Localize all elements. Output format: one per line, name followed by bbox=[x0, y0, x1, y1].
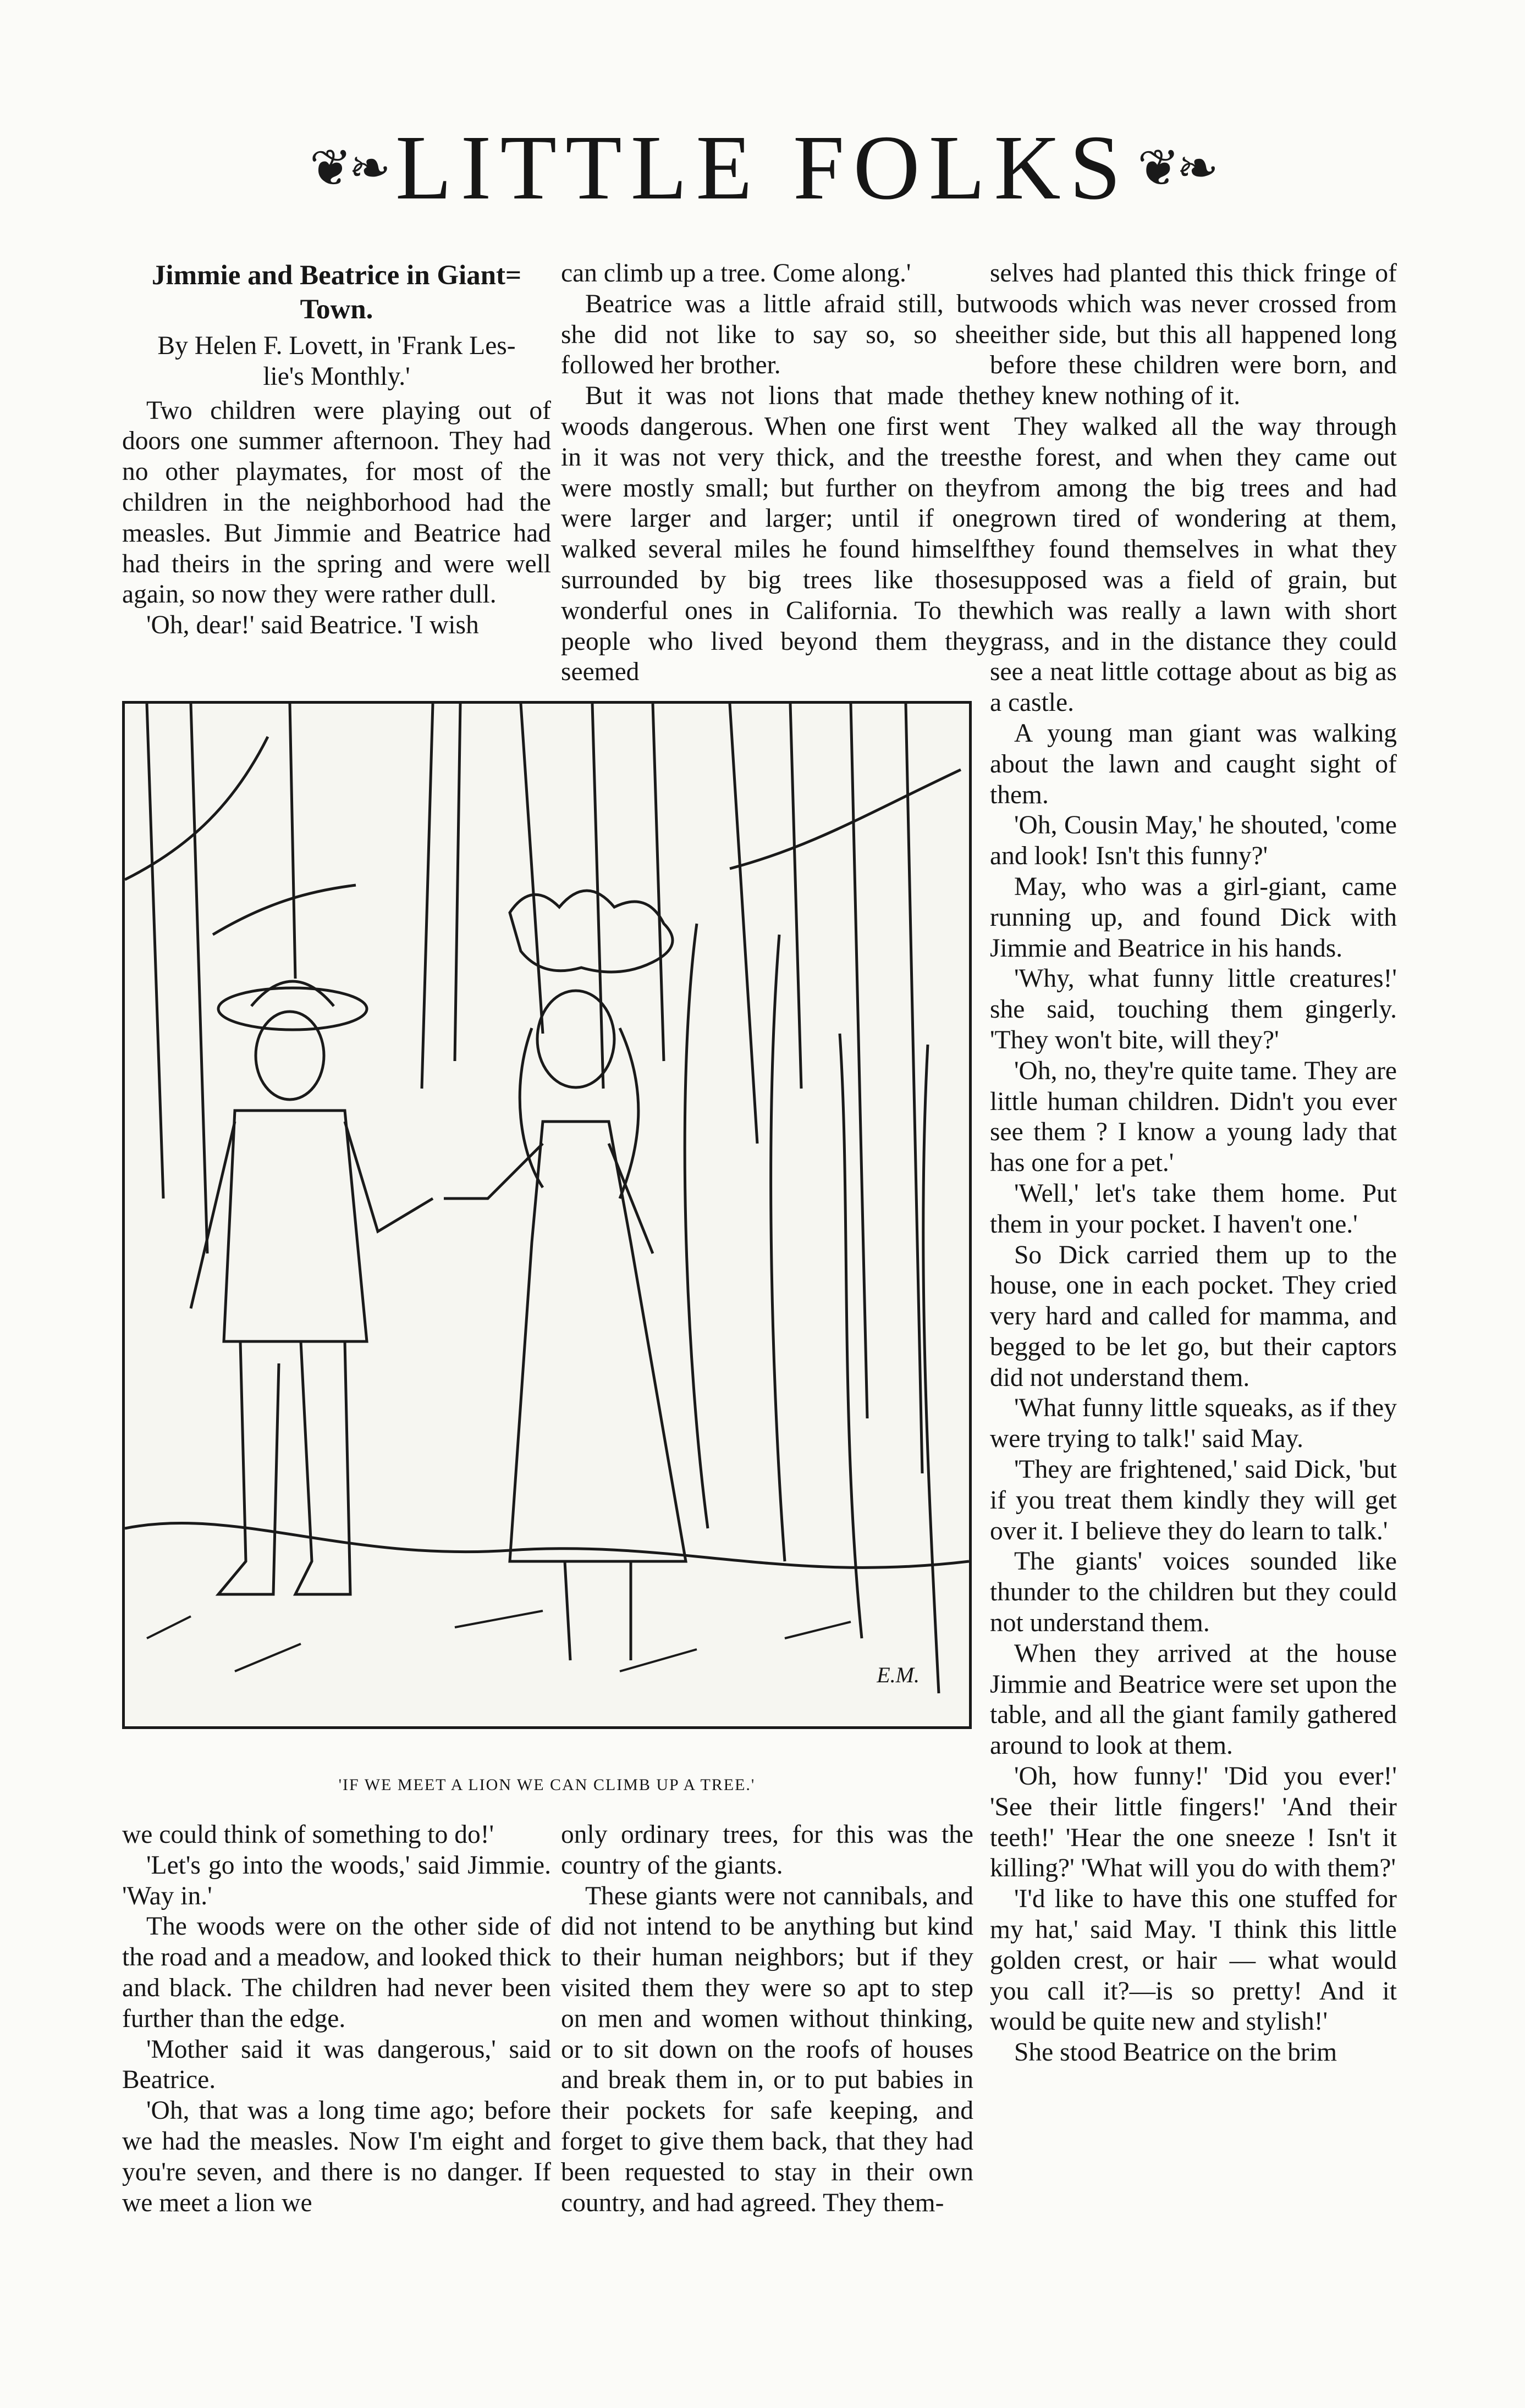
paragraph: 'Let's go into the woods,' said Jimmie. 'Way in.' bbox=[122, 1851, 551, 1910]
paragraph: These giants were not cannibals, and did not intend to be anything but kind to their human neighbors; but if they visited them they were so apt to step on men and women without thinking, or to sit down on the roofs of houses and break them in, or to put babies in their pockets for safe keeping, and forget to give them back, that they had been requested to stay in their own country, and had agreed. They them- bbox=[561, 1881, 973, 2217]
byline-line-2: lie's Monthly.' bbox=[263, 362, 410, 391]
column-3 bbox=[990, 258, 1397, 2068]
paragraph: 'Oh, Cousin May,' he shouted, 'come and look! Isn't this funny?' bbox=[990, 811, 1397, 871]
paragraph: selves had planted this thick fringe of woods which was never crossed from either side, but this all happened long before these children were born, and they knew nothing of it. bbox=[990, 259, 1397, 411]
column-2-top bbox=[561, 258, 990, 688]
byline-line-1: By Helen F. Lovett, in 'Frank Les- bbox=[157, 332, 516, 360]
ornament-left-icon: ❦❧ bbox=[309, 140, 388, 196]
paragraph: Two children were playing out of doors one summer afternoon. They had no other playmates, for most of the children in the neighborhood had the measles. But Jimmie and Beatrice had had theirs in the spring and were well again, so now they were rather dull. bbox=[122, 396, 551, 609]
masthead-title: LITTLE FOLKS bbox=[395, 117, 1130, 219]
artist-signature: E.M. bbox=[877, 1663, 920, 1687]
paragraph: 'Oh, dear!' said Beatrice. 'I wish bbox=[146, 611, 479, 640]
column-1-top bbox=[122, 258, 551, 641]
paragraph: So Dick carried them up to the house, one in each pocket. They cried very hard and called for mamma, and begged to be let go, but their captors did not understand them. bbox=[990, 1240, 1397, 1392]
paragraph: can climb up a tree. Come along.' bbox=[561, 259, 911, 288]
paragraph: 'Oh, that was a long time ago; before we had the measles. Now I'm eight and you're seven, and there is no danger. If we meet a lion we bbox=[122, 2096, 551, 2217]
paragraph: She stood Beatrice on the brim bbox=[1014, 2038, 1337, 2067]
paragraph: 'What funny little squeaks, as if they were trying to talk!' said May. bbox=[990, 1394, 1397, 1454]
column-1-bottom bbox=[122, 1820, 551, 2218]
column-2-bottom bbox=[561, 1820, 973, 2218]
paragraph: 'I'd like to have this one stuffed for my hat,' said May. 'I think this little golden crest, or hair — what would you call it?—is so pretty! And it would be quite new and stylish!' bbox=[990, 1885, 1397, 2036]
illustration bbox=[122, 701, 972, 1729]
paragraph: But it was not lions that made the woods dangerous. When one first went in it was not very thick, and the trees were mostly small; but further on they were larger and larger; until if one walked several miles he found himself surrounded by big trees like those wonderful ones in California. To the people who lived beyond them they seemed bbox=[561, 382, 990, 687]
paragraph: They walked all the way through the forest, and when they came out from among the big trees and had grown tired of wondering at them, they found themselves in what they supposed was a field of grain, but which was really a lawn with short grass, and in the distance they could see a neat little cottage about as big as a castle. bbox=[990, 412, 1397, 717]
byline bbox=[122, 331, 551, 393]
illustration-caption: 'IF WE MEET A LION WE CAN CLIMB UP A TREE.' bbox=[338, 1776, 756, 1794]
paragraph: 'Oh, no, they're quite tame. They are little human children. Didn't you ever see them ? I know a young lady that has one for a pet.' bbox=[990, 1056, 1397, 1178]
paragraph: 'They are frightened,' said Dick, 'but if you treat them kindly they will get over it. I believe they do learn to talk.' bbox=[990, 1455, 1397, 1545]
paragraph: we could think of something to do!' bbox=[122, 1820, 494, 1849]
masthead bbox=[0, 115, 1525, 220]
paragraph: A young man giant was walking about the lawn and caught sight of them. bbox=[990, 719, 1397, 809]
paragraph: 'Well,' let's take them home. Put them in your pocket. I haven't one.' bbox=[990, 1179, 1397, 1239]
paragraph: The woods were on the other side of the road and a meadow, and looked thick and black. The children had never been further than the edge. bbox=[122, 1912, 551, 2033]
article-title-line-2: Town. bbox=[300, 294, 373, 325]
paragraph: 'Mother said it was dangerous,' said Beatrice. bbox=[122, 2035, 551, 2095]
paragraph: When they arrived at the house Jimmie and Beatrice were set upon the table, and all the giant family gathered around to look at them. bbox=[990, 1639, 1397, 1760]
article-title bbox=[122, 258, 551, 327]
paragraph: The giants' voices sounded like thunder to the children but they could not understand them. bbox=[990, 1547, 1397, 1638]
article-title-line-1: Jimmie and Beatrice in Giant= bbox=[151, 260, 522, 291]
paragraph: 'Why, what funny little creatures!' she said, touching them gingerly. 'They won't bite, will they?' bbox=[990, 964, 1397, 1054]
paragraph: only ordinary trees, for this was the country of the giants. bbox=[561, 1820, 973, 1880]
ornament-right-icon: ❦❧ bbox=[1137, 140, 1216, 196]
paragraph: Beatrice was a little afraid still, but she did not like to say so, so she followed her brother. bbox=[561, 289, 990, 380]
paragraph: May, who was a girl-giant, came running up, and found Dick with Jimmie and Beatrice in his hands. bbox=[990, 872, 1397, 963]
paragraph: 'Oh, how funny!' 'Did you ever!' 'See their little fingers!' 'And their teeth!' 'Hear the one sneeze ! Isn't it killing?' 'What will you do with them?' bbox=[990, 1762, 1397, 1883]
forest-scene-illustration bbox=[125, 704, 969, 1726]
